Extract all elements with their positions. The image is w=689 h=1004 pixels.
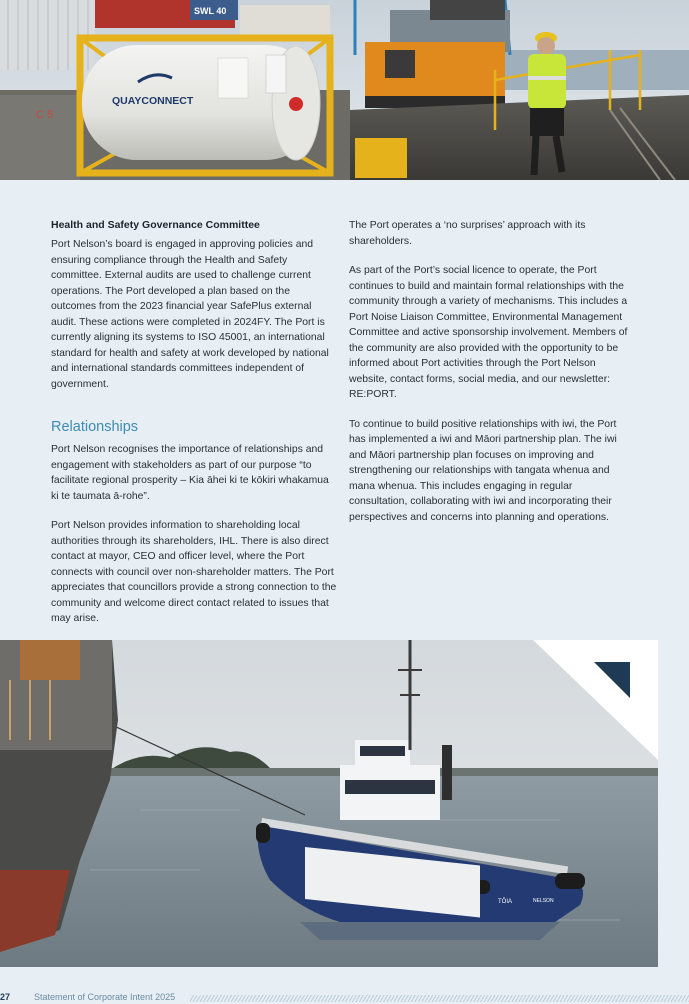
relationships-paragraph-2: Port Nelson provides information to shareholding local authorities through its shareholders, IHL. There is also direct contact at mayor, CEO and officer level, where the Port connects with council over non-shareholder matters. The Port appreciates that councillors provide a strong connection to the community and welcome direct contact related to issues that may arise. bbox=[51, 520, 337, 624]
tug-port-text: NELSON bbox=[533, 898, 554, 904]
hero-photo bbox=[0, 0, 689, 180]
relationships-paragraph-1: Port Nelson recognises the importance of relationships and engagement with stakeholders as part of our purpose “to facilitate regional prosperity – Kia āhei ki te kōkiri whakamua ki te taumata ā-rohe”. bbox=[51, 444, 329, 502]
hull-mark-text: C 5 bbox=[36, 109, 54, 121]
footer-hatch-decoration bbox=[190, 995, 689, 1002]
health-safety-paragraph: Port Nelson’s board is engaged in approving policies and ensuring compliance through the Health and Safety committee. External audits are used to challenge current operations. The Port developed a plan based on the outcomes from the 2023 financial year SafePlus external audit. These actions were completed in 2024FY. The Port is currently aligning its systems to ISO 45001, an international standard for health and safety at work developed by national and international standards committees independent of government. bbox=[51, 239, 329, 390]
page-number: 27 bbox=[0, 992, 11, 1002]
content-section bbox=[0, 180, 689, 640]
tank-brand-text: QUAYCONNECT bbox=[112, 95, 194, 107]
top-sign-text: SWL 40 bbox=[194, 6, 227, 16]
tug-photo bbox=[0, 640, 658, 967]
tug-name-text: TŌIA bbox=[498, 899, 513, 905]
tug-photo-illustration bbox=[0, 640, 658, 967]
left-column bbox=[51, 218, 337, 641]
document-title: Statement of Corporate Intent 2025 bbox=[34, 992, 176, 1002]
page-footer bbox=[0, 990, 689, 1004]
no-surprises-paragraph: The Port operates a ‘no surprises’ approach with its shareholders. bbox=[349, 220, 586, 247]
health-safety-heading: Health and Safety Governance Committee bbox=[51, 219, 260, 231]
social-licence-paragraph: As part of the Port’s social licence to operate, the Port continues to build and maintain formal relationships with the community through a variety of mechanisms. This includes a Port Noise Liaison Committee, Environmental Management Committee and active sponsorship involvement. Members of the community are also provided with the opportunity to be informed about Port activities through the Port Nelson website, contact forms, social media, and our newsletter: RE:PORT. bbox=[349, 265, 628, 400]
right-column bbox=[349, 218, 633, 539]
iwi-partnership-paragraph: To continue to build positive relationships with iwi, the Port has implemented a iwi and Māori partnership plan. The iwi and Māori partnership plan focuses on improving and strengthening our relationships with tangata whenua and mana whenua. This includes engaging in regular consultation, collaborating with iwi and incorporating their perspectives and concerns into planning and operations. bbox=[349, 418, 617, 523]
hero-photo-illustration bbox=[0, 0, 689, 180]
relationships-heading: Relationships bbox=[51, 419, 139, 435]
